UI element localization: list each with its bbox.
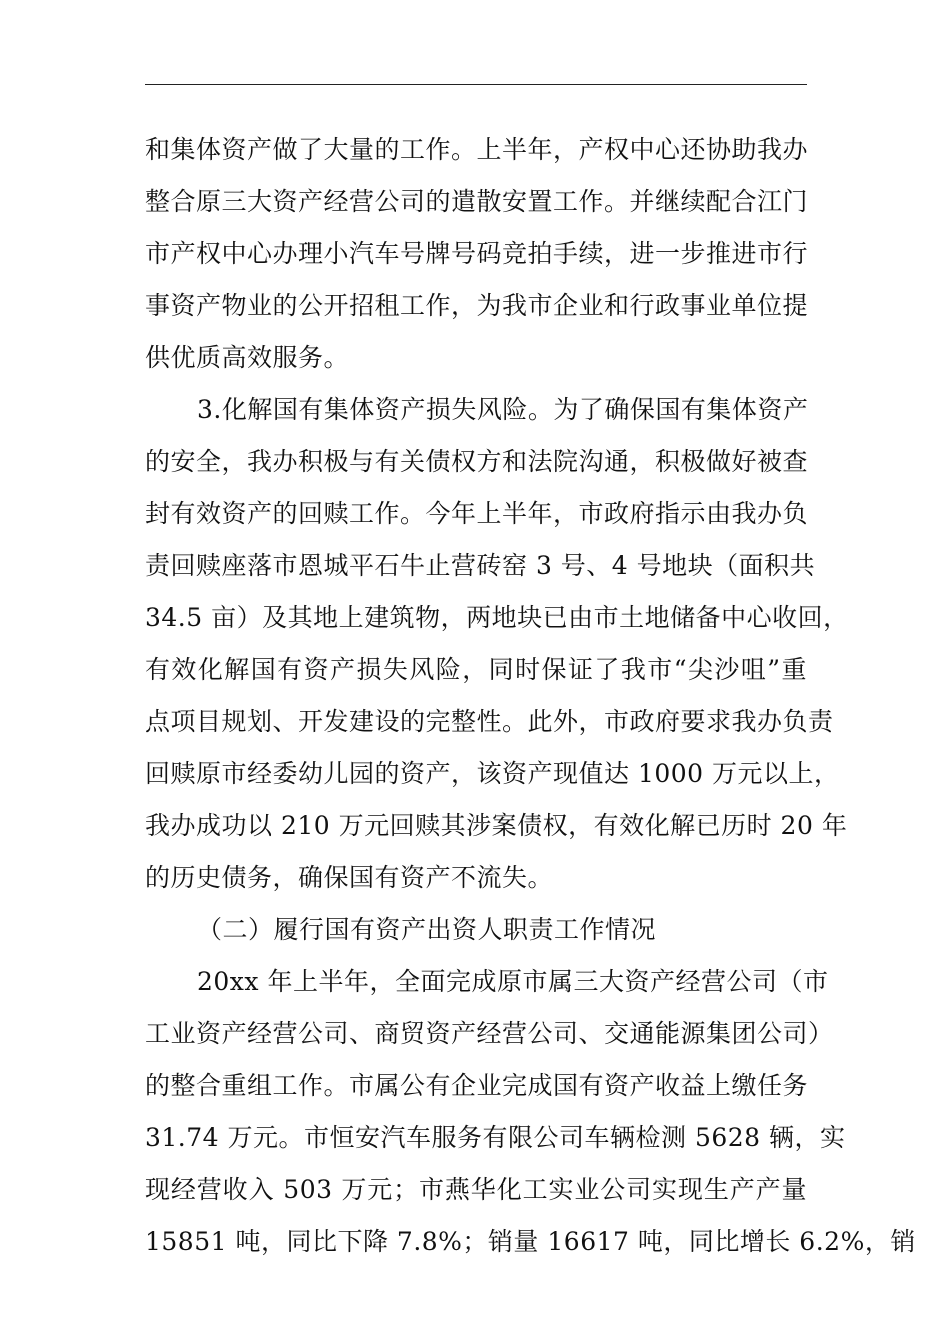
paragraph-investor-duties [145,956,916,1268]
text-line: 责回赎座落市恩城平石牛止营砖窑 3 号、4 号地块（面积共 [145,551,816,580]
text-line: 的历史债务，确保国有资产不流失。 [145,863,554,892]
section-heading [145,904,807,956]
text-line: 的整合重组工作。市属公有企业完成国有资产收益上缴任务 [145,1071,809,1100]
text-line: 的安全，我办积极与有关债权方和法院沟通，积极做好被查 [145,447,809,476]
text-line: 回赎原市经委幼儿园的资产，该资产现值达 1000 万元以上， [145,759,840,788]
text-line: 点项目规划、开发建设的完整性。此外，市政府要求我办负责 [145,707,834,736]
text-line: 3.化解国有集体资产损失风险。为了确保国有集体资产 [197,395,809,424]
text-line: 事资产物业的公开招租工作，为我市企业和行政事业单位提 [145,291,809,320]
text-line: 我办成功以 210 万元回赎其涉案债权，有效化解已历时 20 年 [145,811,848,840]
paragraph-continuation [145,124,807,384]
text-line: 市产权中心办理小汽车号牌号码竞拍手续，进一步推进市行 [145,239,809,268]
document-body [145,124,916,1268]
text-line: 供优质高效服务。 [145,343,350,372]
header-rule [145,84,807,85]
text-line: 现经营收入 503 万元；市燕华化工实业公司实现生产产量 [145,1175,807,1204]
text-line: 整合原三大资产经营公司的遣散安置工作。并继续配合江门 [145,187,809,216]
text-line: 有效化解国有资产损失风险，同时保证了我市“尖沙咀”重 [145,655,807,684]
text-line: 31.74 万元。市恒安汽车服务有限公司车辆检测 5628 辆，实 [145,1123,846,1152]
text-line: 20xx 年上半年，全面完成原市属三大资产经营公司（市 [197,967,829,996]
text-line: 34.5 亩）及其地上建筑物，两地块已由市土地储备中心收回， [145,603,849,632]
text-line: 15851 吨，同比下降 7.8%；销量 16617 吨，同比增长 6.2%，销 [145,1227,916,1256]
heading-line: （二）履行国有资产出资人职责工作情况 [197,915,657,944]
text-line: 封有效资产的回赎工作。今年上半年，市政府指示由我办负 [145,499,809,528]
text-line: 工业资产经营公司、商贸资产经营公司、交通能源集团公司） [145,1019,834,1048]
paragraph-asset-risk [145,384,849,904]
text-line: 和集体资产做了大量的工作。上半年，产权中心还协助我办 [145,135,809,164]
